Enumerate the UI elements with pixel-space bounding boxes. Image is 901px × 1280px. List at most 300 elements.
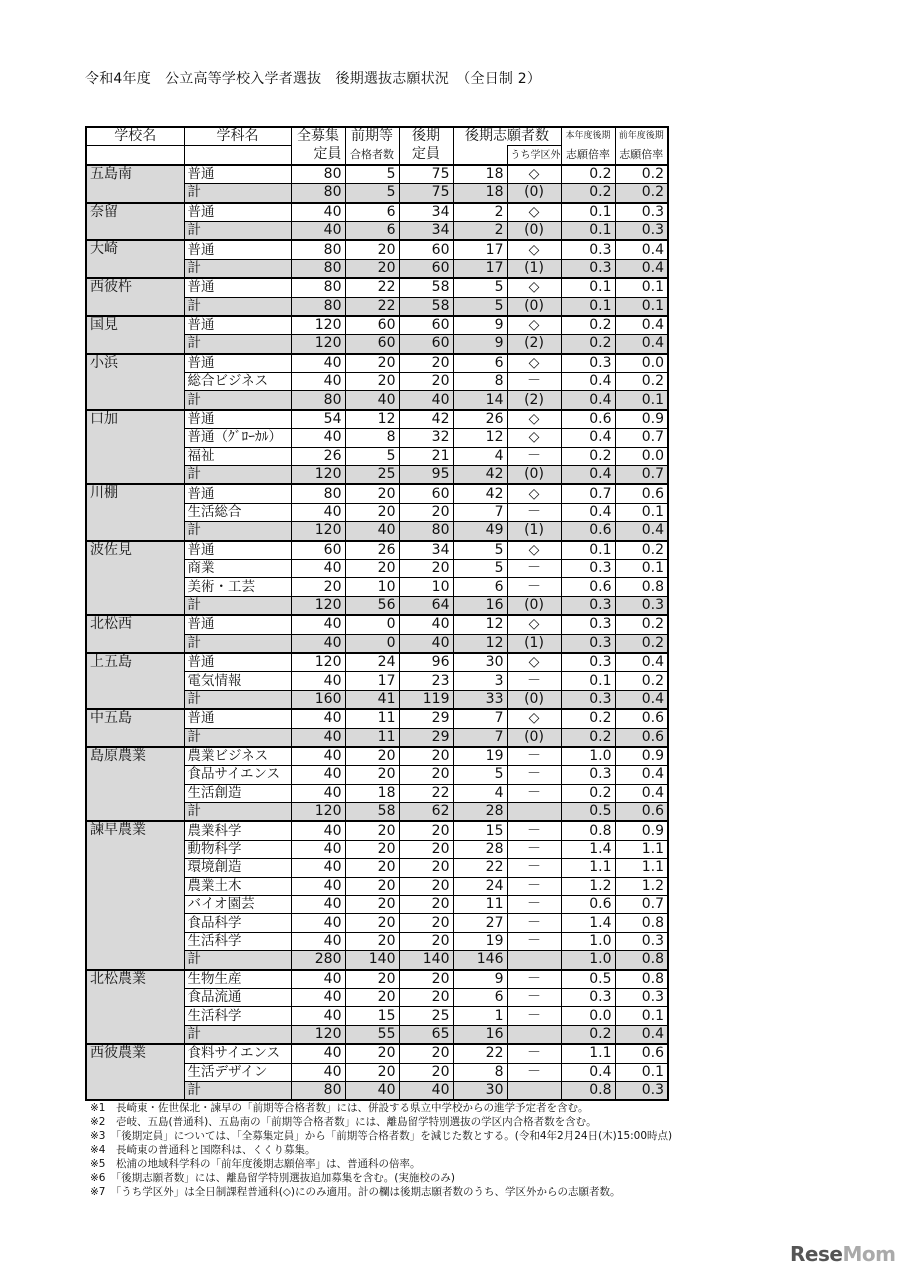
- capacity-cell: 40: [291, 728, 345, 747]
- early-passed-cell: 6: [345, 203, 399, 222]
- early-passed-cell: 56: [345, 596, 399, 615]
- table-row: [86, 484, 668, 503]
- ratio-prev-year-cell: 0.8: [615, 578, 668, 596]
- subject-cell: 食料サイエンス: [184, 1044, 291, 1063]
- ratio-this-year-cell: 1.0: [561, 951, 615, 970]
- ratio-prev-year-cell: 0.7: [615, 896, 668, 914]
- applicants-cell: 9: [453, 335, 507, 354]
- table-row: [86, 821, 668, 840]
- early-passed-cell: 0: [345, 634, 399, 653]
- subject-cell: 農業土木: [184, 877, 291, 895]
- capacity-cell: 80: [291, 297, 345, 316]
- early-passed-cell: 20: [345, 484, 399, 503]
- ratio-prev-year-cell: 0.7: [615, 429, 668, 447]
- ratio-this-year-cell: 0.3: [561, 559, 615, 577]
- applicants-cell: 12: [453, 429, 507, 447]
- capacity-cell: 40: [291, 221, 345, 240]
- outside-district-cell: ◇: [507, 203, 561, 222]
- ratio-this-year-cell: 0.3: [561, 988, 615, 1006]
- applicants-cell: 8: [453, 373, 507, 391]
- ratio-prev-year-cell: 0.0: [615, 354, 668, 373]
- capacity-cell: 40: [291, 672, 345, 690]
- capacity-cell: 40: [291, 747, 345, 766]
- subject-cell: 美術・工芸: [184, 578, 291, 596]
- header-late: 後期: [399, 127, 453, 146]
- ratio-this-year-cell: 0.7: [561, 484, 615, 503]
- header-outside: うち学区外: [507, 146, 561, 165]
- late-capacity-cell: 20: [399, 559, 453, 577]
- early-passed-cell: 17: [345, 672, 399, 690]
- table-row: [86, 970, 668, 989]
- outside-district-cell: －: [507, 877, 561, 895]
- applicants-cell: 16: [453, 596, 507, 615]
- header-ratio-this: 本年度後期: [561, 127, 615, 146]
- capacity-cell: 80: [291, 1081, 345, 1100]
- late-capacity-cell: 20: [399, 840, 453, 858]
- ratio-prev-year-cell: 0.4: [615, 690, 668, 709]
- outside-district-cell: [507, 803, 561, 822]
- subject-cell: 計: [184, 221, 291, 240]
- outside-district-cell: (0): [507, 221, 561, 240]
- capacity-cell: 54: [291, 410, 345, 429]
- early-passed-cell: 12: [345, 410, 399, 429]
- ratio-prev-year-cell: 0.9: [615, 747, 668, 766]
- applicants-cell: 18: [453, 184, 507, 203]
- ratio-prev-year-cell: 0.4: [615, 240, 668, 259]
- ratio-this-year-cell: 0.3: [561, 766, 615, 784]
- subject-cell: バイオ園芸: [184, 896, 291, 914]
- ratio-prev-year-cell: 0.6: [615, 1044, 668, 1063]
- ratio-this-year-cell: 0.1: [561, 672, 615, 690]
- ratio-this-year-cell: 0.3: [561, 690, 615, 709]
- ratio-this-year-cell: 0.0: [561, 1007, 615, 1025]
- ratio-prev-year-cell: 1.2: [615, 877, 668, 895]
- ratio-this-year-cell: 1.0: [561, 747, 615, 766]
- header-capacity: 全募集: [291, 127, 345, 146]
- outside-district-cell: ◇: [507, 278, 561, 297]
- outside-district-cell: －: [507, 914, 561, 932]
- capacity-cell: 120: [291, 596, 345, 615]
- early-passed-cell: 20: [345, 259, 399, 278]
- applicants-cell: 4: [453, 447, 507, 465]
- ratio-prev-year-cell: 0.3: [615, 1081, 668, 1100]
- early-passed-cell: 20: [345, 914, 399, 932]
- early-passed-cell: 40: [345, 391, 399, 410]
- capacity-cell: 40: [291, 1063, 345, 1081]
- school-name: 五島南: [86, 165, 184, 203]
- outside-district-cell: (0): [507, 596, 561, 615]
- subject-cell: 計: [184, 634, 291, 653]
- capacity-cell: 40: [291, 503, 345, 521]
- subject-cell: 農業科学: [184, 821, 291, 840]
- late-capacity-cell: 21: [399, 447, 453, 465]
- late-capacity-cell: 58: [399, 297, 453, 316]
- early-passed-cell: 20: [345, 1044, 399, 1063]
- ratio-this-year-cell: 1.1: [561, 859, 615, 877]
- table-row: [86, 541, 668, 560]
- late-capacity-cell: 60: [399, 316, 453, 335]
- early-passed-cell: 20: [345, 840, 399, 858]
- ratio-prev-year-cell: 0.2: [615, 373, 668, 391]
- capacity-cell: 40: [291, 766, 345, 784]
- ratio-prev-year-cell: 0.3: [615, 932, 668, 950]
- outside-district-cell: ◇: [507, 410, 561, 429]
- ratio-this-year-cell: 0.3: [561, 653, 615, 672]
- applicants-cell: 6: [453, 988, 507, 1006]
- subject-cell: 普通: [184, 278, 291, 297]
- capacity-cell: 40: [291, 634, 345, 653]
- capacity-cell: 80: [291, 484, 345, 503]
- ratio-prev-year-cell: 0.3: [615, 221, 668, 240]
- footnote: ※2 壱岐、五島(普通科)、五島南の「前期等合格者数」には、離島留学特別選抜の学区内合格者数を含む。: [90, 1116, 597, 1128]
- applicants-cell: 24: [453, 877, 507, 895]
- late-capacity-cell: 42: [399, 410, 453, 429]
- applicants-cell: 4: [453, 784, 507, 802]
- applicants-cell: 11: [453, 896, 507, 914]
- subject-cell: 生活科学: [184, 1007, 291, 1025]
- ratio-prev-year-cell: 0.4: [615, 784, 668, 802]
- capacity-cell: 80: [291, 278, 345, 297]
- capacity-cell: 40: [291, 914, 345, 932]
- capacity-cell: 40: [291, 1044, 345, 1063]
- applicants-cell: 26: [453, 410, 507, 429]
- ratio-prev-year-cell: 0.9: [615, 410, 668, 429]
- table-row: [86, 1044, 668, 1063]
- header-early: 前期等: [345, 127, 399, 146]
- applicants-cell: 28: [453, 840, 507, 858]
- early-passed-cell: 0: [345, 615, 399, 634]
- capacity-cell: 80: [291, 391, 345, 410]
- capacity-cell: 40: [291, 203, 345, 222]
- subject-cell: 計: [184, 803, 291, 822]
- applicants-cell: 14: [453, 391, 507, 410]
- late-capacity-cell: 34: [399, 541, 453, 560]
- early-passed-cell: 20: [345, 747, 399, 766]
- applicants-cell: 6: [453, 354, 507, 373]
- ratio-prev-year-cell: 0.3: [615, 988, 668, 1006]
- early-passed-cell: 20: [345, 373, 399, 391]
- applicants-cell: 8: [453, 1063, 507, 1081]
- header-ratio-prev: 前年度後期: [615, 127, 668, 146]
- subject-cell: 計: [184, 522, 291, 541]
- ratio-this-year-cell: 1.0: [561, 932, 615, 950]
- early-passed-cell: 20: [345, 354, 399, 373]
- outside-district-cell: －: [507, 578, 561, 596]
- subject-cell: 計: [184, 297, 291, 316]
- late-capacity-cell: 62: [399, 803, 453, 822]
- late-capacity-cell: 32: [399, 429, 453, 447]
- early-passed-cell: 55: [345, 1025, 399, 1044]
- applicants-cell: 5: [453, 278, 507, 297]
- header-school: 学校名: [86, 127, 184, 146]
- early-passed-cell: 22: [345, 297, 399, 316]
- ratio-this-year-cell: 0.4: [561, 503, 615, 521]
- outside-district-cell: －: [507, 503, 561, 521]
- outside-district-cell: －: [507, 840, 561, 858]
- early-passed-cell: 25: [345, 466, 399, 485]
- outside-district-cell: －: [507, 672, 561, 690]
- school-name: 小浜: [86, 354, 184, 410]
- subject-cell: 普通: [184, 653, 291, 672]
- subject-cell: 計: [184, 596, 291, 615]
- outside-district-cell: ◇: [507, 429, 561, 447]
- ratio-this-year-cell: 1.4: [561, 914, 615, 932]
- late-capacity-cell: 20: [399, 503, 453, 521]
- late-capacity-cell: 40: [399, 615, 453, 634]
- late-capacity-cell: 96: [399, 653, 453, 672]
- table-row: [86, 615, 668, 634]
- applicants-cell: 30: [453, 653, 507, 672]
- ratio-prev-year-cell: 0.3: [615, 596, 668, 615]
- school-name: 上五島: [86, 653, 184, 709]
- ratio-this-year-cell: 0.5: [561, 803, 615, 822]
- capacity-cell: 40: [291, 615, 345, 634]
- ratio-prev-year-cell: 0.8: [615, 914, 668, 932]
- subject-cell: 商業: [184, 559, 291, 577]
- late-capacity-cell: 60: [399, 259, 453, 278]
- late-capacity-cell: 58: [399, 278, 453, 297]
- early-passed-cell: 8: [345, 429, 399, 447]
- late-capacity-cell: 20: [399, 373, 453, 391]
- early-passed-cell: 11: [345, 728, 399, 747]
- capacity-cell: 40: [291, 896, 345, 914]
- early-passed-cell: 5: [345, 184, 399, 203]
- outside-district-cell: ◇: [507, 709, 561, 728]
- footnotes: [90, 1101, 672, 1199]
- early-passed-cell: 20: [345, 559, 399, 577]
- late-capacity-cell: 20: [399, 747, 453, 766]
- late-capacity-cell: 80: [399, 522, 453, 541]
- capacity-cell: 40: [291, 429, 345, 447]
- late-capacity-cell: 22: [399, 784, 453, 802]
- subject-cell: 普通: [184, 615, 291, 634]
- page-title: 令和4年度 公立高等学校入学者選抜 後期選抜志願状況 （全日制 2）: [85, 71, 542, 87]
- header-ratio-this-sub: 志願倍率: [561, 146, 615, 165]
- capacity-cell: 120: [291, 653, 345, 672]
- ratio-prev-year-cell: 0.4: [615, 259, 668, 278]
- applicants-cell: 22: [453, 1044, 507, 1063]
- capacity-cell: 40: [291, 1007, 345, 1025]
- ratio-prev-year-cell: 0.8: [615, 970, 668, 989]
- applicants-cell: 7: [453, 728, 507, 747]
- ratio-this-year-cell: 0.1: [561, 297, 615, 316]
- ratio-prev-year-cell: 0.6: [615, 709, 668, 728]
- subject-cell: 生活科学: [184, 932, 291, 950]
- outside-district-cell: ◇: [507, 615, 561, 634]
- applicants-cell: 19: [453, 747, 507, 766]
- early-passed-cell: 5: [345, 165, 399, 184]
- applicants-cell: 146: [453, 951, 507, 970]
- footnote: ※4 長崎東の普通科と国際科は、くくり募集。: [90, 1144, 316, 1156]
- ratio-this-year-cell: 0.1: [561, 203, 615, 222]
- table-body: [86, 165, 668, 1101]
- ratio-this-year-cell: 0.2: [561, 335, 615, 354]
- outside-district-cell: －: [507, 447, 561, 465]
- outside-district-cell: －: [507, 1063, 561, 1081]
- ratio-this-year-cell: 0.2: [561, 184, 615, 203]
- late-capacity-cell: 75: [399, 165, 453, 184]
- outside-district-cell: (2): [507, 335, 561, 354]
- late-capacity-cell: 95: [399, 466, 453, 485]
- capacity-cell: 60: [291, 541, 345, 560]
- ratio-prev-year-cell: 0.3: [615, 203, 668, 222]
- outside-district-cell: ◇: [507, 354, 561, 373]
- ratio-prev-year-cell: 0.1: [615, 391, 668, 410]
- ratio-this-year-cell: 0.4: [561, 373, 615, 391]
- applicants-cell: 12: [453, 615, 507, 634]
- late-capacity-cell: 20: [399, 354, 453, 373]
- late-capacity-cell: 34: [399, 221, 453, 240]
- school-name: 島原農業: [86, 747, 184, 822]
- late-capacity-cell: 10: [399, 578, 453, 596]
- ratio-prev-year-cell: 0.1: [615, 1063, 668, 1081]
- outside-district-cell: (0): [507, 297, 561, 316]
- outside-district-cell: ◇: [507, 541, 561, 560]
- late-capacity-cell: 75: [399, 184, 453, 203]
- applicants-cell: 7: [453, 503, 507, 521]
- applicants-cell: 16: [453, 1025, 507, 1044]
- ratio-prev-year-cell: 0.2: [615, 165, 668, 184]
- outside-district-cell: (0): [507, 466, 561, 485]
- early-passed-cell: 20: [345, 877, 399, 895]
- applicants-cell: 28: [453, 803, 507, 822]
- capacity-cell: 40: [291, 840, 345, 858]
- outside-district-cell: (1): [507, 259, 561, 278]
- outside-district-cell: －: [507, 896, 561, 914]
- ratio-prev-year-cell: 0.4: [615, 335, 668, 354]
- subject-cell: 農業ビジネス: [184, 747, 291, 766]
- ratio-this-year-cell: 0.4: [561, 429, 615, 447]
- ratio-this-year-cell: 0.4: [561, 1063, 615, 1081]
- late-capacity-cell: 29: [399, 709, 453, 728]
- late-capacity-cell: 40: [399, 634, 453, 653]
- outside-district-cell: [507, 951, 561, 970]
- applicants-cell: 3: [453, 672, 507, 690]
- capacity-cell: 40: [291, 970, 345, 989]
- early-passed-cell: 20: [345, 896, 399, 914]
- subject-cell: 福祉: [184, 447, 291, 465]
- capacity-cell: 80: [291, 165, 345, 184]
- subject-cell: 動物科学: [184, 840, 291, 858]
- applicants-cell: 15: [453, 821, 507, 840]
- ratio-prev-year-cell: 0.2: [615, 541, 668, 560]
- outside-district-cell: (0): [507, 184, 561, 203]
- header-applicants-blank: [453, 146, 507, 165]
- subject-cell: 食品流通: [184, 988, 291, 1006]
- late-capacity-cell: 40: [399, 1081, 453, 1100]
- subject-cell: 計: [184, 1025, 291, 1044]
- footnote: ※3 「後期定員」については、「全募集定員」から「前期等合格者数」を減じた数とする。(令和4年2月24日(木)15:00時点): [90, 1130, 673, 1142]
- table-row: [86, 240, 668, 259]
- late-capacity-cell: 20: [399, 896, 453, 914]
- outside-district-cell: ◇: [507, 653, 561, 672]
- footnote: ※7 「うち学区外」は全日制課程普通科(◇)にのみ適用。計の欄は後期志願者数のうち、学区外からの志願者数。: [90, 1186, 621, 1198]
- capacity-cell: 120: [291, 335, 345, 354]
- late-capacity-cell: 65: [399, 1025, 453, 1044]
- outside-district-cell: －: [507, 988, 561, 1006]
- outside-district-cell: －: [507, 1007, 561, 1025]
- late-capacity-cell: 64: [399, 596, 453, 615]
- ratio-prev-year-cell: 0.4: [615, 766, 668, 784]
- ratio-prev-year-cell: 0.2: [615, 672, 668, 690]
- header-school-cont: [86, 146, 184, 165]
- header-ratio-prev-sub: 志願倍率: [615, 146, 668, 165]
- ratio-prev-year-cell: 0.8: [615, 951, 668, 970]
- ratio-this-year-cell: 0.1: [561, 278, 615, 297]
- ratio-prev-year-cell: 0.6: [615, 803, 668, 822]
- early-passed-cell: 18: [345, 784, 399, 802]
- ratio-prev-year-cell: 0.1: [615, 1007, 668, 1025]
- subject-cell: 生活創造: [184, 784, 291, 802]
- applicants-cell: 12: [453, 634, 507, 653]
- table-row: [86, 354, 668, 373]
- ratio-this-year-cell: 0.2: [561, 316, 615, 335]
- ratio-this-year-cell: 0.1: [561, 541, 615, 560]
- school-name: 大崎: [86, 240, 184, 278]
- ratio-this-year-cell: 0.2: [561, 728, 615, 747]
- ratio-this-year-cell: 0.5: [561, 970, 615, 989]
- capacity-cell: 40: [291, 988, 345, 1006]
- ratio-this-year-cell: 0.2: [561, 447, 615, 465]
- ratio-this-year-cell: 0.4: [561, 466, 615, 485]
- ratio-prev-year-cell: 0.9: [615, 821, 668, 840]
- applicants-cell: 49: [453, 522, 507, 541]
- capacity-cell: 40: [291, 559, 345, 577]
- late-capacity-cell: 20: [399, 1044, 453, 1063]
- table-row: [86, 709, 668, 728]
- outside-district-cell: (1): [507, 522, 561, 541]
- late-capacity-cell: 119: [399, 690, 453, 709]
- late-capacity-cell: 20: [399, 932, 453, 950]
- subject-cell: 普通: [184, 316, 291, 335]
- ratio-this-year-cell: 0.2: [561, 165, 615, 184]
- applicants-cell: 30: [453, 1081, 507, 1100]
- early-passed-cell: 20: [345, 1063, 399, 1081]
- outside-district-cell: ◇: [507, 165, 561, 184]
- late-capacity-cell: 140: [399, 951, 453, 970]
- late-capacity-cell: 20: [399, 1063, 453, 1081]
- late-capacity-cell: 29: [399, 728, 453, 747]
- ratio-this-year-cell: 1.2: [561, 877, 615, 895]
- ratio-prev-year-cell: 0.1: [615, 559, 668, 577]
- applicants-cell: 2: [453, 203, 507, 222]
- outside-district-cell: －: [507, 970, 561, 989]
- subject-cell: 普通: [184, 410, 291, 429]
- subject-cell: 普通: [184, 484, 291, 503]
- capacity-cell: 40: [291, 821, 345, 840]
- ratio-this-year-cell: 0.3: [561, 615, 615, 634]
- school-name: 国見: [86, 316, 184, 354]
- ratio-this-year-cell: 0.8: [561, 1081, 615, 1100]
- subject-cell: 計: [184, 690, 291, 709]
- applicants-cell: 19: [453, 932, 507, 950]
- late-capacity-cell: 40: [399, 391, 453, 410]
- header-late-sub: 定員: [399, 146, 453, 165]
- school-name: 西彼農業: [86, 1044, 184, 1100]
- table-row: [86, 653, 668, 672]
- applicants-cell: 5: [453, 766, 507, 784]
- header-early-sub: 合格者数: [345, 146, 399, 165]
- outside-district-cell: －: [507, 747, 561, 766]
- capacity-cell: 120: [291, 466, 345, 485]
- subject-cell: 普通: [184, 165, 291, 184]
- subject-cell: 食品科学: [184, 914, 291, 932]
- capacity-cell: 80: [291, 240, 345, 259]
- school-name: 諫早農業: [86, 821, 184, 969]
- subject-cell: 計: [184, 728, 291, 747]
- capacity-cell: 40: [291, 932, 345, 950]
- late-capacity-cell: 20: [399, 859, 453, 877]
